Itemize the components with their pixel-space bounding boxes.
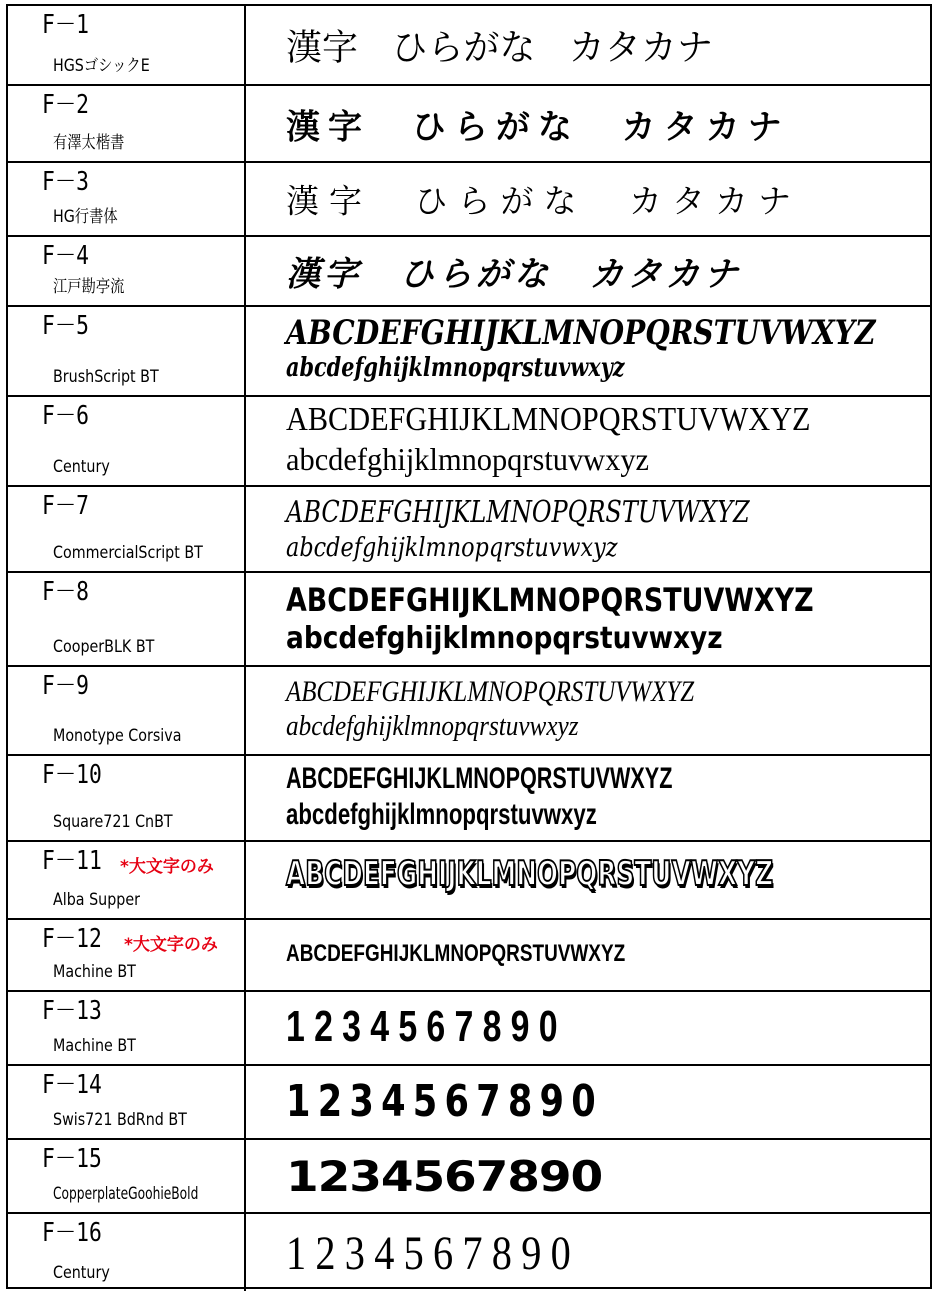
font-sample-cell (246, 573, 930, 665)
sample-uppercase: ABCDEFGHIJKLMNOPQRSTUVWXYZ (286, 581, 814, 619)
sample-digits: 1234567890 (286, 1002, 567, 1051)
font-code: F－6 (42, 401, 89, 431)
font-sample-cell (246, 397, 930, 485)
sample-lowercase: abcdefghijklmnopqrstuvwxyz (286, 533, 618, 563)
sample-line: 漢字 ひらがな カタカナ (286, 27, 713, 69)
font-sample-cell (246, 1140, 930, 1212)
font-sample-cell (246, 163, 930, 235)
font-label-cell (8, 920, 246, 990)
font-label-cell (8, 756, 246, 840)
font-label-cell (8, 307, 246, 395)
font-name: Square721 CnBT (53, 812, 173, 832)
font-sample-cell (246, 86, 930, 161)
font-name: Machine BT (53, 962, 136, 982)
font-code: F－16 (42, 1218, 102, 1248)
sample-uppercase: ABCDEFGHIJKLMNOPQRSTUVWXYZ (286, 675, 695, 708)
font-row-f4 (8, 235, 930, 305)
font-label-cell (8, 6, 246, 84)
sample-line: 漢字 ひらがな カタカナ (286, 181, 801, 221)
font-sample-cell (246, 992, 930, 1064)
sample-uppercase: ABCDEFGHIJKLMNOPQRSTUVWXYZ (286, 401, 811, 438)
sample-digits: 1234567890 (286, 1227, 580, 1280)
font-sample-cell (246, 667, 930, 754)
font-name: HG行書体 (53, 207, 118, 227)
font-sample-cell (246, 237, 930, 305)
sample-lowercase: abcdefghijklmnopqrstuvwxyz (286, 353, 625, 383)
uppercase-only-note: *大文字のみ (120, 857, 214, 877)
font-name: Century (53, 457, 110, 477)
font-code: F－14 (42, 1070, 102, 1100)
font-label-cell (8, 237, 246, 305)
font-name: Swis721 BdRnd BT (53, 1110, 187, 1130)
font-name: 有澤太楷書 (53, 133, 125, 153)
font-code: F－5 (42, 311, 89, 341)
font-sample-cell (246, 920, 930, 990)
font-code: F－3 (42, 167, 89, 197)
font-row-f7 (8, 485, 930, 571)
sample-uppercase: ABCDEFGHIJKLMNOPQRSTUVWXYZ (286, 940, 626, 967)
font-sample-table (6, 4, 932, 1289)
font-name: Monotype Corsiva (53, 726, 182, 746)
font-name: Alba Supper (53, 890, 140, 910)
font-sample-cell (246, 1066, 930, 1138)
sample-digits: 1234567890 (286, 1076, 603, 1127)
font-code: F－10 (42, 760, 102, 790)
font-row-f14 (8, 1064, 930, 1138)
font-row-f1 (8, 6, 930, 84)
font-code: F－15 (42, 1144, 102, 1174)
font-row-f15 (8, 1138, 930, 1212)
font-name: Machine BT (53, 1036, 136, 1056)
uppercase-only-note: *大文字のみ (124, 935, 218, 955)
sample-line: 漢字 ひらがな カタカナ (286, 107, 790, 147)
font-row-f6 (8, 395, 930, 485)
sample-digits: 1234567890 (286, 1152, 603, 1201)
font-code: F－13 (42, 996, 102, 1026)
font-row-f16 (8, 1212, 930, 1291)
font-label-cell (8, 667, 246, 754)
sample-lowercase: abcdefghijklmnopqrstuvwxyz (286, 621, 723, 656)
font-label-cell (8, 86, 246, 161)
font-sample-cell (246, 1214, 930, 1291)
font-row-f3 (8, 161, 930, 235)
font-row-f8 (8, 571, 930, 665)
font-code: F－11 (42, 846, 102, 876)
font-sample-cell (246, 487, 930, 571)
font-row-f5 (8, 305, 930, 395)
font-code: F－2 (42, 90, 89, 120)
font-code: F－4 (42, 241, 89, 271)
font-name: CommercialScript BT (53, 543, 203, 563)
font-sample-cell (246, 6, 930, 84)
font-row-f13 (8, 990, 930, 1064)
font-row-f9 (8, 665, 930, 754)
font-name: CopperplateGoohieBold (53, 1184, 199, 1204)
font-sample-cell (246, 756, 930, 840)
font-code: F－8 (42, 577, 89, 607)
sample-uppercase: ABCDEFGHIJKLMNOPQRSTUVWXYZ (286, 762, 673, 795)
font-name: BrushScript BT (53, 367, 159, 387)
font-code: F－1 (42, 10, 89, 40)
font-code: F－9 (42, 671, 89, 701)
font-sample-cell (246, 307, 930, 395)
font-row-f12 (8, 918, 930, 990)
font-label-cell (8, 1214, 246, 1291)
font-label-cell (8, 1140, 246, 1212)
sample-uppercase: ABCDEFGHIJKLMNOPQRSTUVWXYZ (286, 313, 876, 353)
font-row-f10 (8, 754, 930, 840)
font-label-cell (8, 163, 246, 235)
font-name: HGSゴシックE (53, 56, 150, 76)
font-name: 江戸勘亭流 (53, 277, 125, 297)
sample-lowercase: abcdefghijklmnopqrstuvwxyz (286, 711, 579, 742)
font-code: F－12 (42, 924, 102, 954)
font-label-cell (8, 397, 246, 485)
font-label-cell (8, 487, 246, 571)
font-row-f11 (8, 840, 930, 918)
font-code: F－7 (42, 491, 89, 521)
font-label-cell (8, 1066, 246, 1138)
font-sample-cell (246, 842, 930, 918)
font-label-cell (8, 573, 246, 665)
sample-lowercase: abcdefghijklmnopqrstuvwxyz (286, 798, 597, 831)
font-name: Century (53, 1263, 110, 1283)
font-row-f2 (8, 84, 930, 161)
sample-line: 漢字 ひらがな カタカナ (286, 254, 742, 295)
sample-lowercase: abcdefghijklmnopqrstuvwxyz (286, 441, 650, 477)
sample-uppercase: ABCDEFGHIJKLMNOPQRSTUVWXYZ (286, 495, 750, 530)
font-label-cell (8, 992, 246, 1064)
font-label-cell (8, 842, 246, 918)
sample-uppercase: ABCDEFGHIJKLMNOPQRSTUVWXYZ (286, 854, 774, 894)
font-name: CooperBLK BT (53, 637, 155, 657)
